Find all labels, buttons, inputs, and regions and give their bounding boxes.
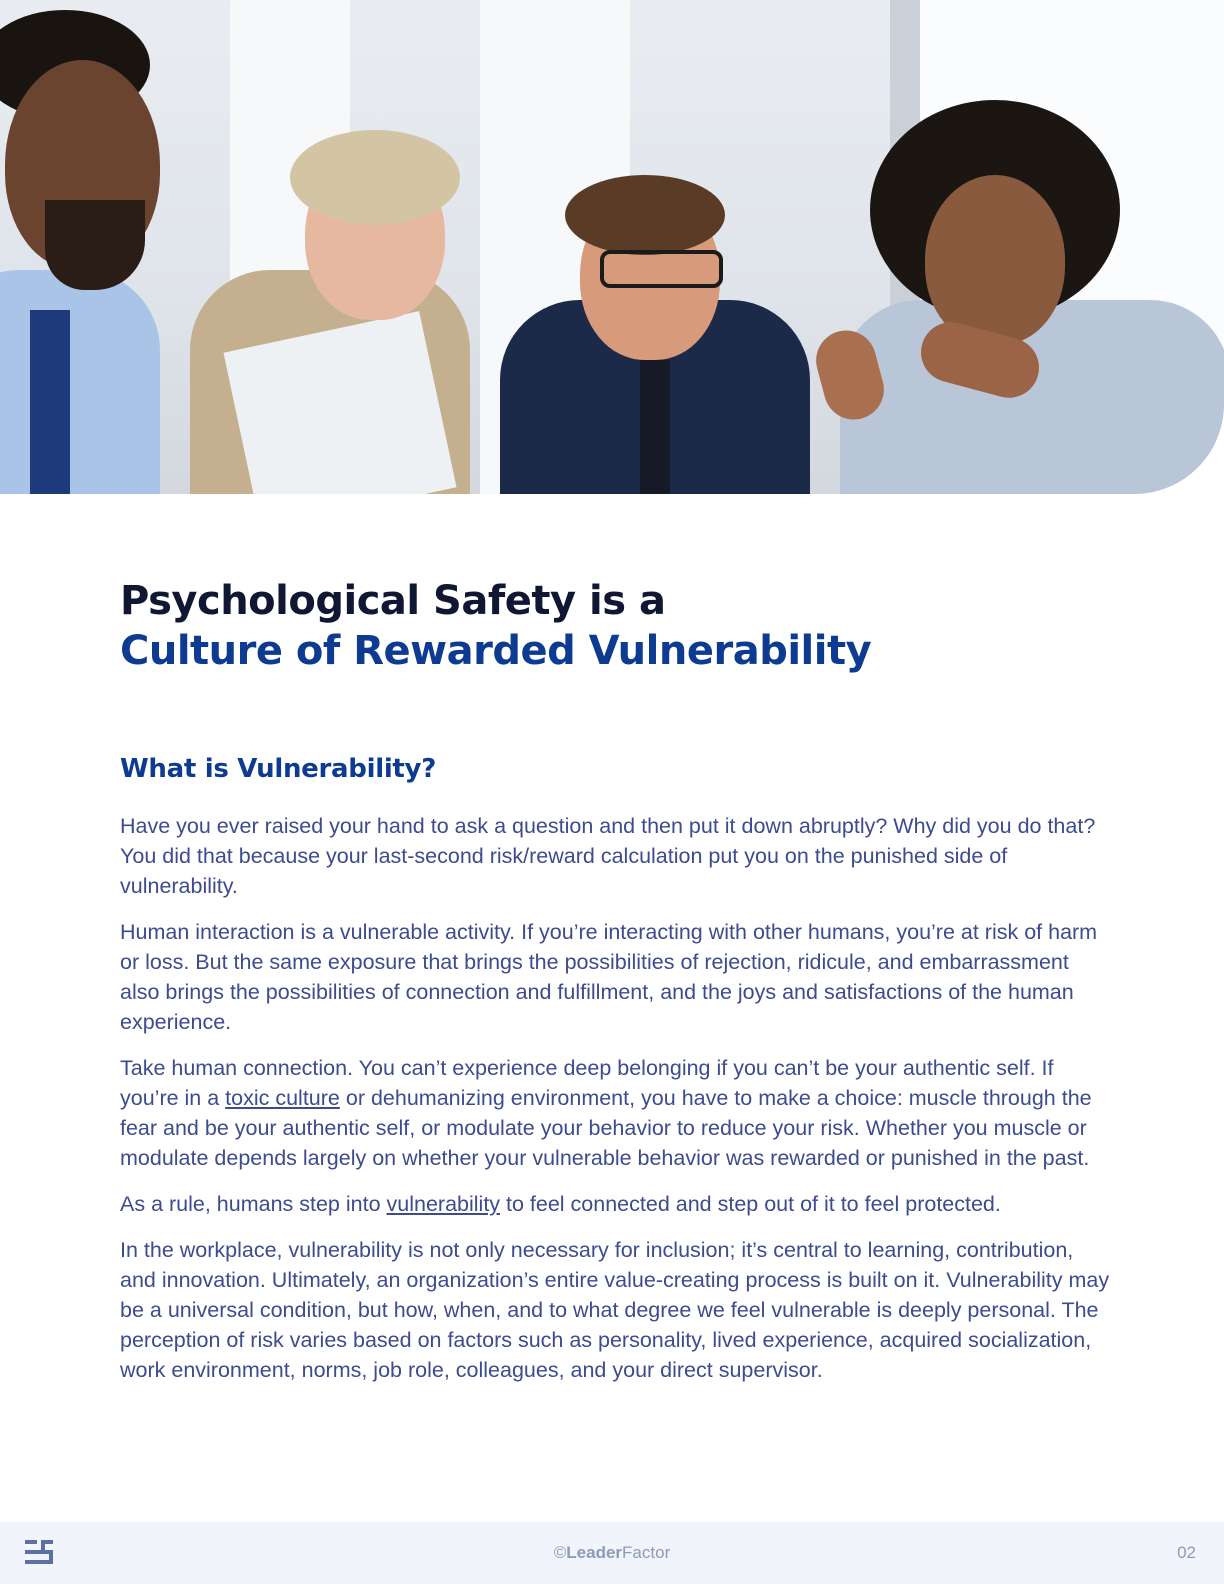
paragraph-4-start: As a rule, humans step into bbox=[120, 1192, 387, 1216]
paragraph-4 bbox=[120, 1189, 1112, 1219]
hero-photo bbox=[0, 0, 1224, 494]
vulnerability-link[interactable]: vulnerability bbox=[386, 1192, 501, 1216]
person-man-left bbox=[0, 0, 200, 494]
brand-bold: Leader bbox=[566, 1543, 623, 1562]
paragraph-3-end: or dehumanizing environment, you have to make a choice: muscle through the fear and be your authentic self, or modulate your behavior to reduce your risk. Whether you muscle or modulate depends largely on whether your vulnerable behavior was rewarded or punished in the past. bbox=[120, 1086, 1092, 1170]
title-line-1: Psychological Safety is a bbox=[120, 578, 666, 624]
copyright-symbol: © bbox=[553, 1543, 567, 1562]
footer-brand bbox=[0, 1543, 1224, 1563]
section-heading: What is Vulnerability? bbox=[120, 754, 436, 784]
toxic-culture-link[interactable]: toxic culture bbox=[225, 1086, 340, 1110]
paragraph-4-end: to feel connected and step out of it to feel protected. bbox=[500, 1192, 1001, 1216]
person-man-glasses bbox=[500, 0, 820, 494]
person-woman-right bbox=[800, 0, 1224, 494]
page-number: 02 bbox=[1177, 1543, 1196, 1562]
paragraph-3-start: Take human connection. You can’t experience deep belonging if you can’t be your authentic self. If you’re in a bbox=[120, 1056, 1054, 1110]
paragraph-2: Human interaction is a vulnerable activity. If you’re interacting with other humans, you’re at risk of harm or loss. But the same exposure that brings the possibilities of rejection, ridicule, and embarrassment also brings the possibilities of connection and fulfillment, and the joys and satisfactions of the human experience. bbox=[120, 920, 1098, 1034]
page-title bbox=[120, 576, 1110, 676]
page-footer bbox=[0, 1522, 1224, 1584]
paragraph-1: Have you ever raised your hand to ask a question and then put it down abruptly? Why did you do that? You did that because your last-second risk/reward calculation put you on the punished side of vulnerability. bbox=[120, 814, 1096, 898]
person-woman-blonde bbox=[180, 0, 480, 494]
title-line-2: Culture of Rewarded Vulnerability bbox=[120, 628, 872, 674]
paragraph-5: In the workplace, vulnerability is not only necessary for inclusion; it’s central to learning, contribution, and innovation. Ultimately, an organization’s entire value-creating process is built on it. Vulnerability may be a universal condition, but how, when, and to what degree we feel vulnerable is deeply personal. The perception of risk varies based on factors such as personality, lived experience, acquired socialization, work environment, norms, job role, colleagues, and your direct supervisor. bbox=[120, 1238, 1110, 1382]
article-body bbox=[120, 811, 1112, 1401]
brand-light: Factor bbox=[622, 1543, 671, 1562]
paragraph-3 bbox=[120, 1053, 1112, 1173]
